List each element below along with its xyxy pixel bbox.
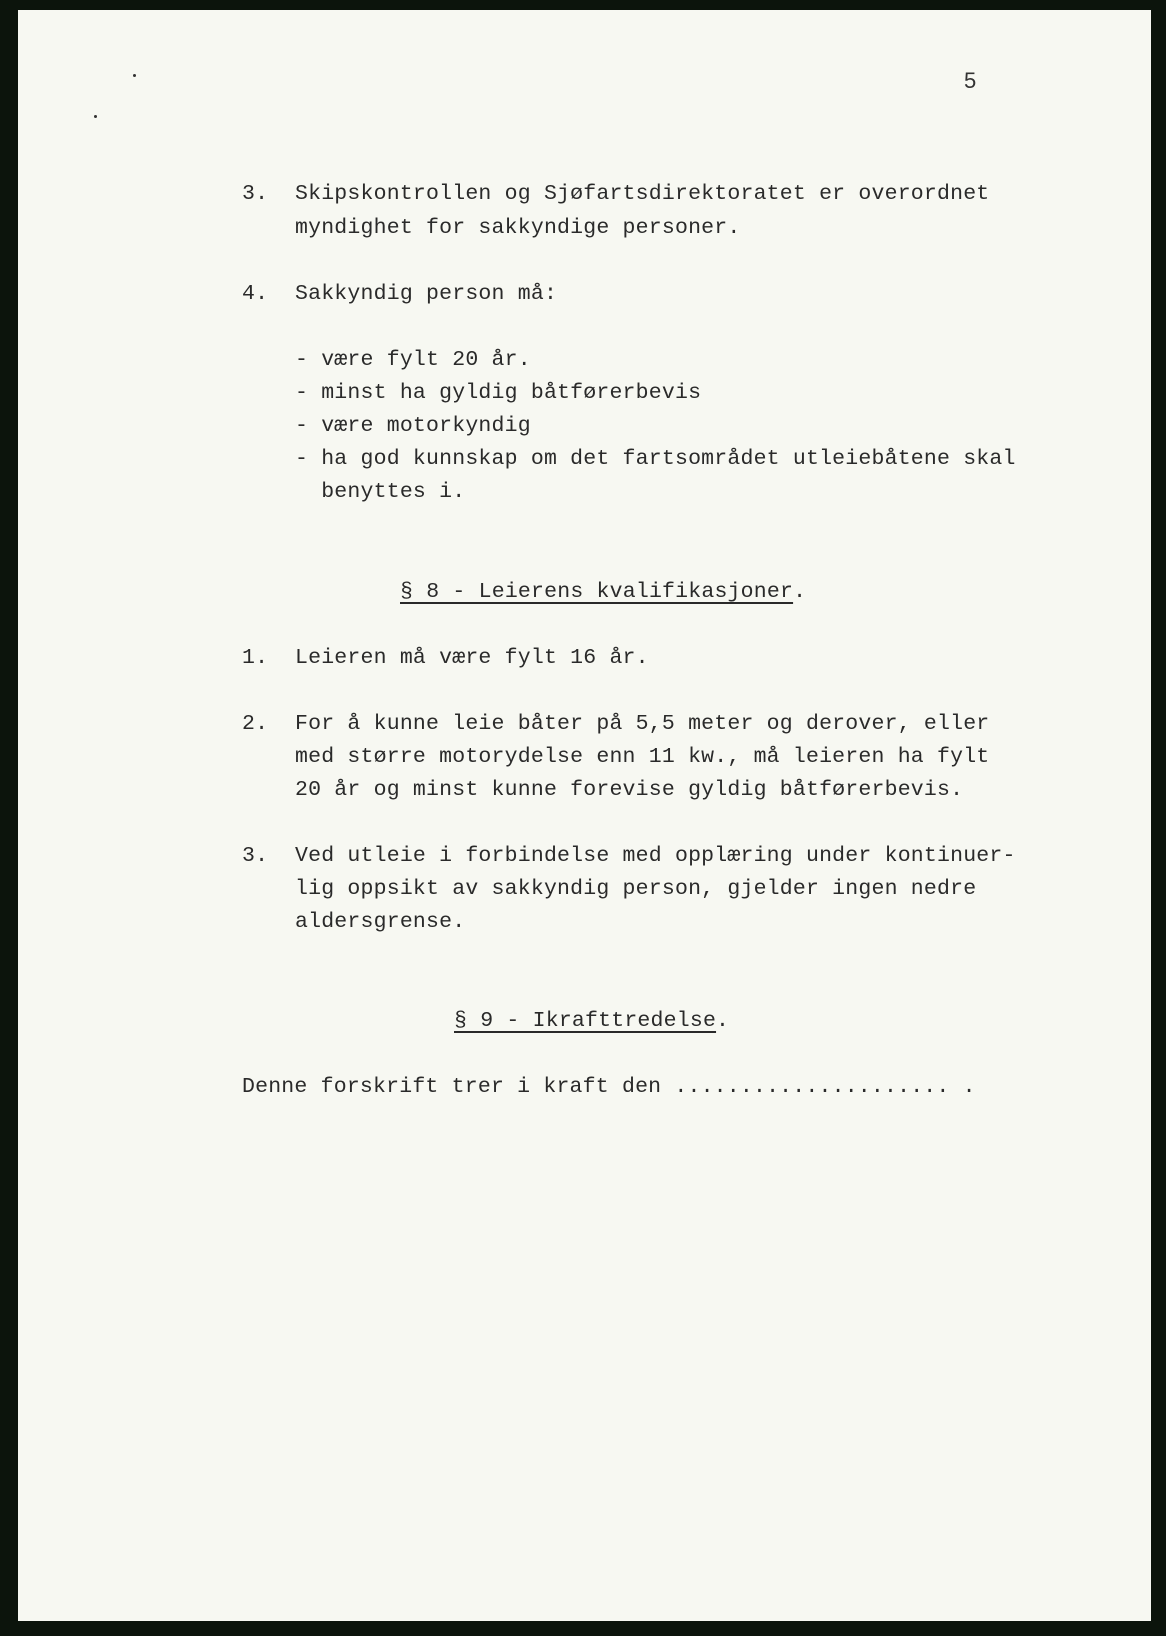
scan-speck — [133, 74, 136, 77]
page-number: 5 — [964, 68, 977, 93]
item-text-line: 20 år og minst kunne forevise gyldig båtførerbevis. — [295, 778, 964, 802]
item-number: 2. — [242, 712, 269, 736]
effective-date-line: Denne forskrift trer i kraft den ..................... . — [242, 1075, 976, 1099]
item-text-line: myndighet for sakkyndige personer. — [295, 216, 741, 240]
requirement-item: - være motorkyndig — [295, 414, 531, 438]
item-text-line: Sakkyndig person må: — [295, 282, 558, 306]
item-text-line: aldersgrense. — [295, 910, 466, 934]
item-text-line: Skipskontrollen og Sjøfartsdirektoratet er overordnet — [295, 182, 990, 206]
section-9-heading-period: . — [716, 1009, 730, 1033]
requirement-item: - minst ha gyldig båtførerbevis — [295, 381, 702, 405]
section-9-heading-text: § 9 - Ikrafttredelse — [454, 1009, 717, 1033]
document-page — [18, 10, 1151, 1621]
section-8-heading-text: § 8 - Leierens kvalifikasjoner — [400, 580, 794, 604]
requirement-item: - ha god kunnskap om det fartsområdet utleiebåtene skal — [295, 447, 1016, 471]
item-number: 3. — [242, 844, 269, 868]
section-9-heading — [454, 1011, 729, 1033]
item-number: 3. — [242, 182, 269, 206]
requirement-item: - være fylt 20 år. — [295, 348, 531, 372]
item-text-line: med større motorydelse enn 11 kw., må leieren ha fylt — [295, 745, 990, 769]
item-number: 4. — [242, 282, 269, 306]
item-text-line: Ved utleie i forbindelse med opplæring under kontinuer- — [295, 844, 1016, 868]
item-text-line: For å kunne leie båter på 5,5 meter og derover, eller — [295, 712, 990, 736]
item-text-line: lig oppsikt av sakkyndig person, gjelder ingen nedre — [295, 877, 977, 901]
section-8-heading — [400, 582, 806, 604]
requirement-item: benyttes i. — [295, 480, 466, 504]
scan-speck — [94, 115, 97, 118]
section-8-heading-period: . — [793, 580, 807, 604]
item-number: 1. — [242, 646, 269, 670]
item-text-line: Leieren må være fylt 16 år. — [295, 646, 649, 670]
